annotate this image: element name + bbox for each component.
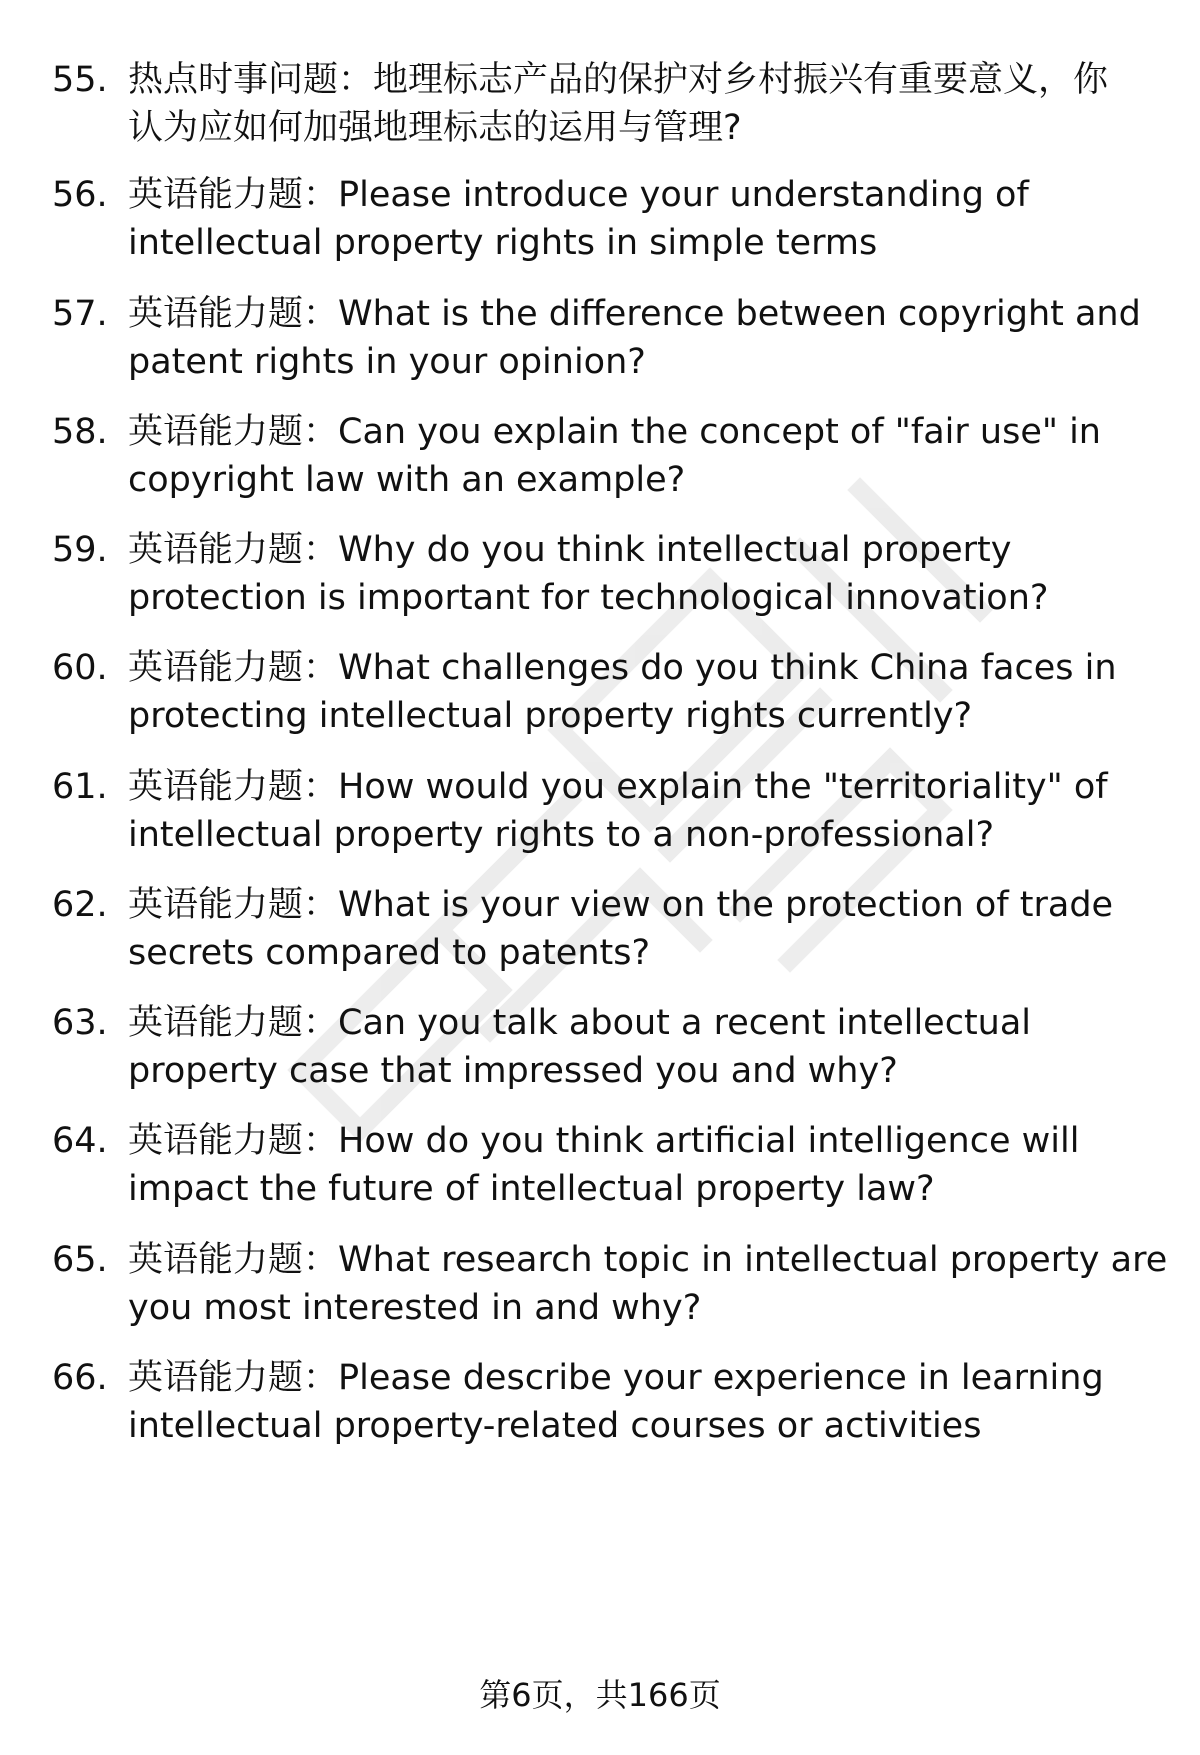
- question-number: 58.: [52, 412, 108, 452]
- question-item: [0, 408, 1200, 508]
- question-number: 62.: [52, 885, 108, 925]
- question-item: [0, 1117, 1200, 1217]
- question-text-line1: 英语能力题：Can you explain the concept of "fair use" in: [128, 412, 1101, 452]
- question-text-line2: patent rights in your opinion?: [128, 342, 646, 382]
- question-number: 61.: [52, 767, 108, 807]
- question-text-line2: intellectual property rights in simple terms: [128, 223, 878, 263]
- question-text-line2: you most interested in and why?: [128, 1288, 702, 1328]
- question-item: [0, 881, 1200, 981]
- question-text-line2: impact the future of intellectual property law?: [128, 1169, 935, 1209]
- question-text-line2: secrets compared to patents?: [128, 933, 651, 973]
- question-item: [0, 1354, 1200, 1454]
- question-number: 65.: [52, 1240, 108, 1280]
- question-text-line2: protection is important for technological innovation?: [128, 578, 1049, 618]
- question-item: [0, 56, 1200, 156]
- question-text-line1: 英语能力题：What challenges do you think China faces in: [128, 648, 1117, 688]
- question-text-line2: copyright law with an example?: [128, 460, 686, 500]
- question-text-line1: 英语能力题：How do you think artificial intelligence will: [128, 1121, 1080, 1161]
- question-text-line2: 认为应如何加强地理标志的运用与管理?: [128, 108, 742, 148]
- question-item: [0, 1236, 1200, 1336]
- question-number: 57.: [52, 294, 108, 334]
- question-text-line2: property case that impressed you and why?: [128, 1051, 898, 1091]
- question-number: 64.: [52, 1121, 108, 1161]
- question-item: [0, 171, 1200, 271]
- question-number: 55.: [52, 60, 108, 100]
- question-text-line2: intellectual property-related courses or activities: [128, 1406, 982, 1446]
- question-item: [0, 290, 1200, 390]
- question-text-line1: 英语能力题：Please describe your experience in learning: [128, 1358, 1104, 1398]
- page-number-footer: 第6页，共166页: [479, 1676, 721, 1714]
- question-number: 63.: [52, 1003, 108, 1043]
- question-item: [0, 763, 1200, 863]
- question-item: [0, 644, 1200, 744]
- question-text-line1: 热点时事问题：地理标志产品的保护对乡村振兴有重要意义，你: [128, 60, 1109, 100]
- question-text-line1: 英语能力题：What is your view on the protection of trade: [128, 885, 1114, 925]
- question-text-line2: protecting intellectual property rights currently?: [128, 696, 973, 736]
- question-item: [0, 526, 1200, 626]
- question-text-line1: 英语能力题：Why do you think intellectual property: [128, 530, 1012, 570]
- question-text-line1: 英语能力题：What research topic in intellectual property are: [128, 1240, 1168, 1280]
- question-text-line1: 英语能力题：Can you talk about a recent intellectual: [128, 1003, 1032, 1043]
- question-number: 56.: [52, 175, 108, 215]
- question-number: 59.: [52, 530, 108, 570]
- question-number: 60.: [52, 648, 108, 688]
- question-item: [0, 999, 1200, 1099]
- question-text-line1: 英语能力题：Please introduce your understanding of: [128, 175, 1029, 215]
- question-text-line2: intellectual property rights to a non-professional?: [128, 815, 995, 855]
- question-text-line1: 英语能力题：What is the difference between copyright and: [128, 294, 1141, 334]
- question-number: 66.: [52, 1358, 108, 1398]
- question-text-line1: 英语能力题：How would you explain the "territoriality" of: [128, 767, 1108, 807]
